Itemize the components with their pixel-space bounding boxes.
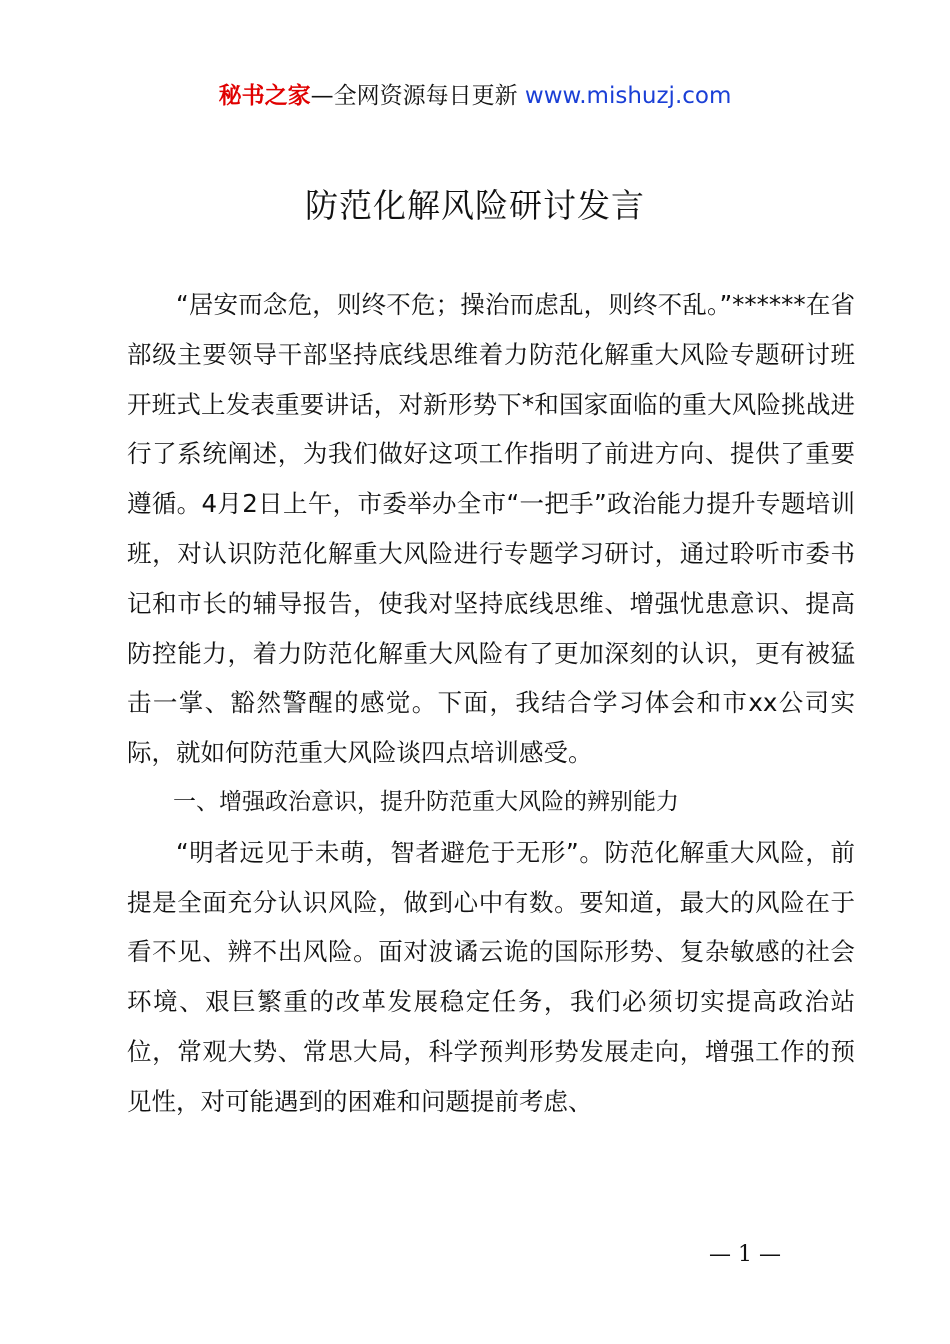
body-paragraph: “居安而念危，则终不危；操治而虑乱，则终不乱。”******在省部级主要领导干部坚持底线思维着力防范化解重大风险专题研讨班开班式上发表重要讲话，对新形势下*和国家面临的重大风险挑战进行了系统阐述，为我们做好这项工作指明了前进方向、提供了重要遵循。4月2日上午，市委举办全市“一把手”政治能力提升专题培训班，对认识防范化解重大风险进行专题学习研讨，通过聆听市委书记和市长的辅导报告，使我对坚持底线思维、增强忧患意识、提高防控能力，着力防范化解重大风险有了更加深刻的认识，更有被猛击一掌、豁然警醒的感觉。下面，我结合学习体会和市xx公司实际，就如何防范重大风险谈四点培训感受。 [127,290,855,768]
document-body [127,280,855,1127]
site-url-link[interactable]: www.mishuzj.com [524,83,732,109]
brand-name: 秘书之家 [218,83,311,109]
body-paragraph: “明者远见于未萌，智者避危于无形”。防范化解重大风险，前提是全面充分认识风险，做到心中有数。要知道，最大的风险在于看不见、辨不出风险。面对波谲云诡的国际形势、复杂敏感的社会环境、艰巨繁重的改革发展稳定任务，我们必须切实提高政治站位，常观大势、常思大局，科学预判形势发展走向，增强工作的预见性，对可能遇到的困难和问题提前考虑、 [127,837,855,1116]
document-title: 防范化解风险研讨发言 [305,186,645,225]
section-heading: 一、增强政治意识，提升防范重大风险的辨别能力 [173,788,679,815]
site-header [0,80,950,112]
page-number: — 1 — [709,1242,781,1267]
header-tagline: —全网资源每日更新 [310,83,518,109]
